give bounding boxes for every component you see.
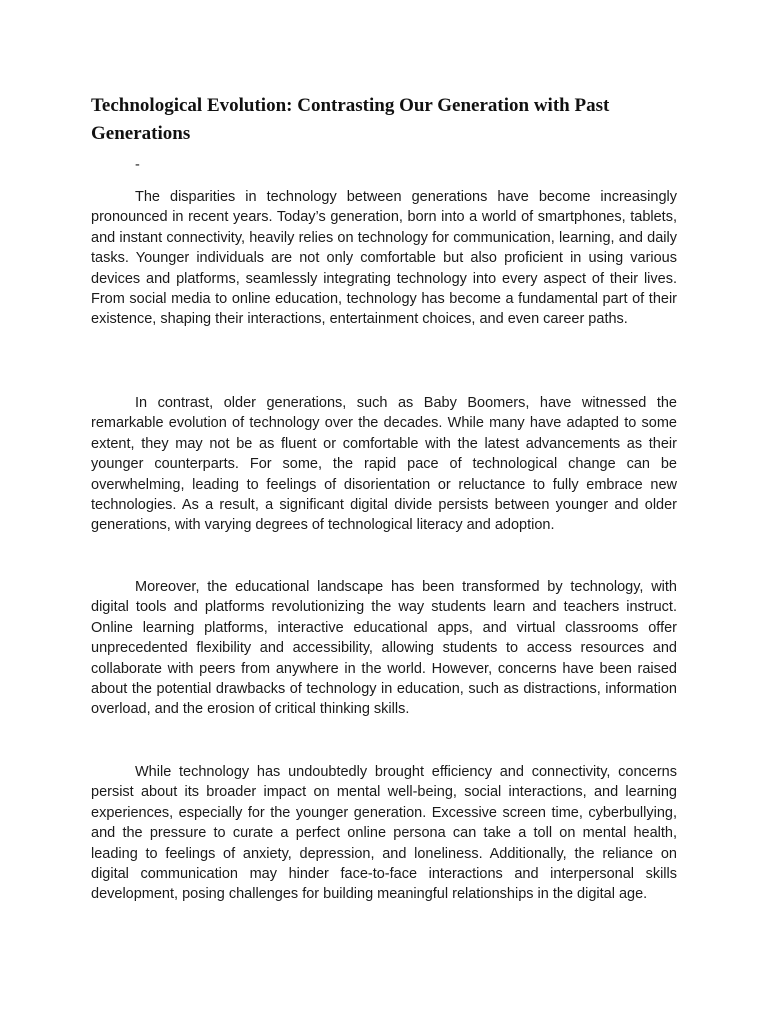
title-separator: - [135,157,140,173]
paragraph-3: Moreover, the educational landscape has been transformed by technology, with digital tools and platforms revolutionizing the way students learn and teachers instruct. Online learning platforms, interactive educational apps, and virtual classrooms offer unprecedented flexibility and accessibility, allowing students to access resources and collaborate with peers from anywhere in the world. However, concerns have been raised about the potential drawbacks of technology in education, such as distractions, information overload, and the erosion of critical thinking skills. [91,579,677,718]
paragraph-1: The disparities in technology between generations have become increasingly pronounced in recent years. Today’s generation, born into a world of smartphones, tablets, and instant connectivity, heavily relies on technology for communication, learning, and daily tasks. Younger individuals are not only comfortable but also proficient in using various devices and platforms, seamlessly integrating technology into every aspect of their lives. From social media to online education, technology has become a fundamental part of their existence, shaping their interactions, entertainment choices, and even career paths. [91,189,677,328]
document-title: Technological Evolution: Contrasting Our Generation with Past Generations [91,95,610,144]
paragraph-4: While technology has undoubtedly brought efficiency and connectivity, concerns persist about its broader impact on mental well-being, social interactions, and learning experiences, especially for the younger generation. Excessive screen time, cyberbullying, and the pressure to curate a perfect online persona can take a toll on mental health, leading to feelings of anxiety, depression, and loneliness. Additionally, the reliance on digital communication may hinder face-to-face interactions and interpersonal skills development, posing challenges for building meaningful relationships in the digital age. [91,764,677,903]
paragraph-2: In contrast, older generations, such as Baby Boomers, have witnessed the remarkable evolution of technology over the decades. While many have adapted to some extent, they may not be as fluent or comfortable with the latest advancements as their younger counterparts. For some, the rapid pace of technological change can be overwhelming, leading to feelings of disorientation or reluctance to fully embrace new technologies. As a result, a significant digital divide persists between younger and older generations, with varying degrees of technological literacy and adoption. [91,395,677,534]
